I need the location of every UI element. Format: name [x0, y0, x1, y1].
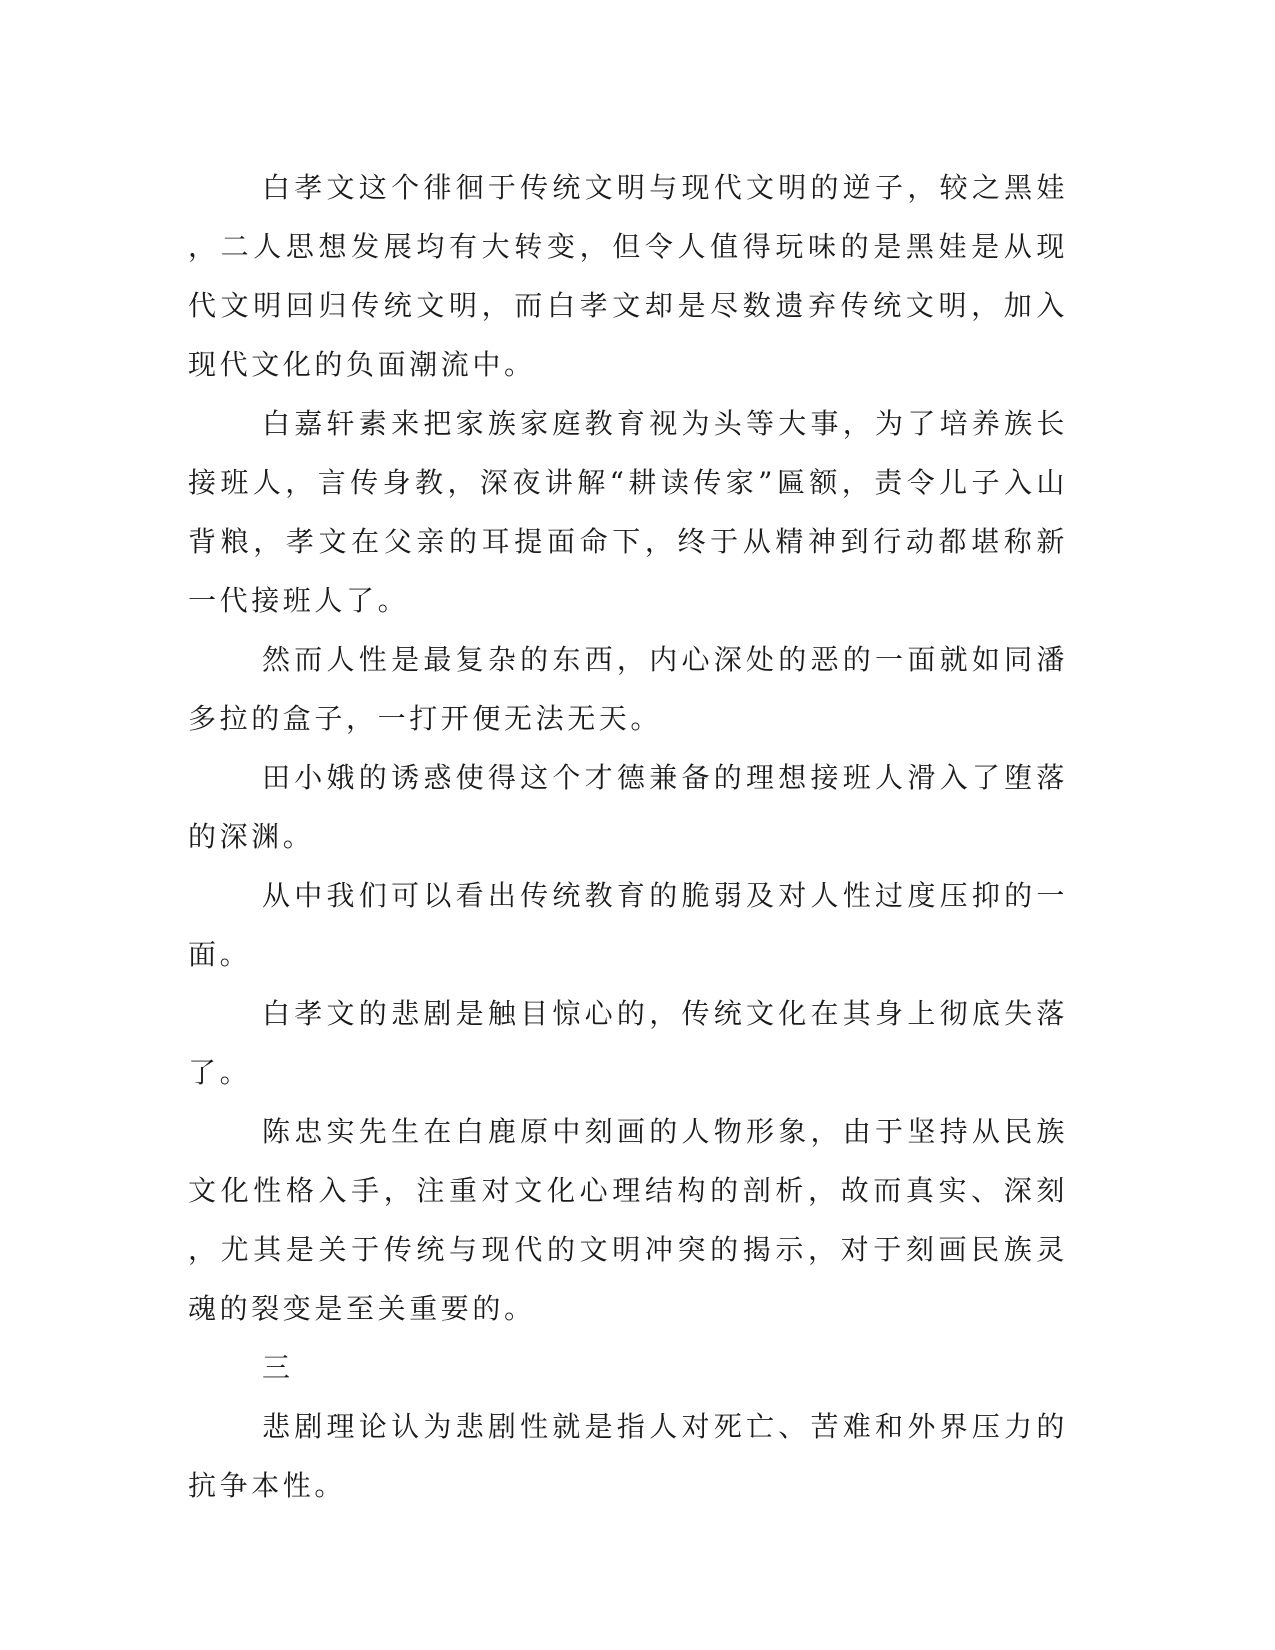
paragraph: 白嘉轩素来把家族家庭教育视为头等大事，为了培养族长接班人，言传身教，深夜讲解“耕读传家”匾额，责令儿子入山背粮，孝文在父亲的耳提面命下，终于从精神到行动都堪称新一代接班人了。 [188, 407, 1068, 617]
paragraph: 陈忠实先生在白鹿原中刻画的人物形象，由于坚持从民族文化性格入手，注重对文化心理结构的剖析，故而真实、深刻，尤其是关于传统与现代的文明冲突的揭示，对于刻画民族灵魂的裂变是至关重要的。 [188, 1115, 1068, 1325]
paragraph: 白孝文的悲剧是触目惊心的，传统文化在其身上彻底失落了。 [188, 997, 1068, 1089]
paragraph: 然而人性是最复杂的东西，内心深处的恶的一面就如同潘多拉的盒子，一打开便无法无天。 [188, 643, 1068, 735]
section-number: 三 [262, 1351, 294, 1384]
paragraph: 田小娥的诱惑使得这个才德兼备的理想接班人滑入了堕落的深渊。 [188, 761, 1068, 853]
paragraph: 悲剧理论认为悲剧性就是指人对死亡、苦难和外界压力的抗争本性。 [188, 1410, 1068, 1502]
document-body [188, 158, 1068, 1515]
paragraph: 白孝文这个徘徊于传统文明与现代文明的逆子，较之黑娃，二人思想发展均有大转变，但令人值得玩味的是黑娃是从现代文明回归传统文明，而白孝文却是尽数遗弃传统文明，加入现代文化的负面潮流中。 [188, 171, 1068, 381]
paragraph: 从中我们可以看出传统教育的脆弱及对人性过度压抑的一面。 [188, 879, 1068, 971]
